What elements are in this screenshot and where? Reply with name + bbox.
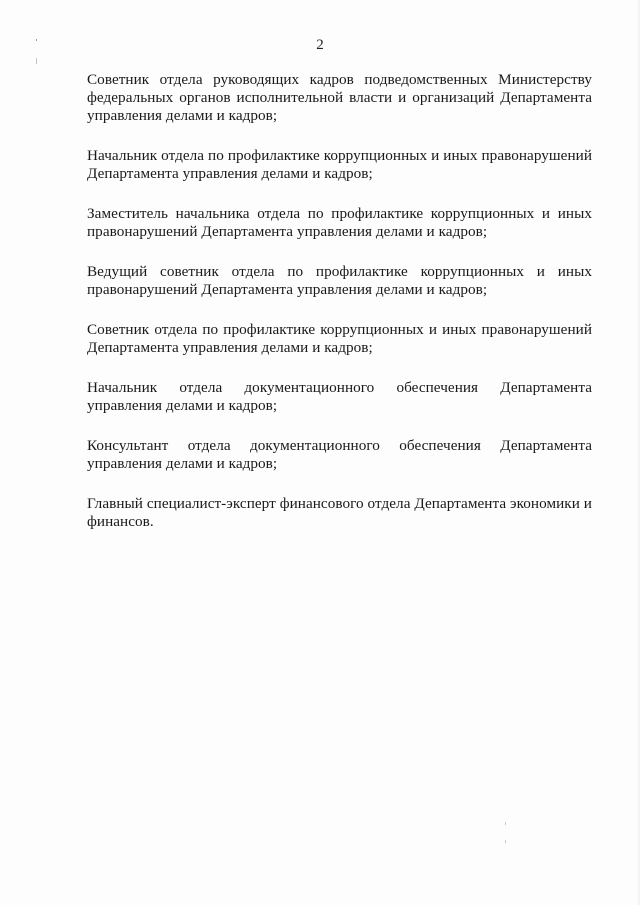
scan-artifact — [36, 58, 37, 64]
page-number: 2 — [316, 37, 324, 53]
position-list — [87, 71, 592, 553]
scan-artifact — [505, 822, 506, 825]
position-entry-1: Советник отдела руководящих кадров подведомственных Министерству федеральных органов исполнительной власти и организаций Департамента управления делами и кадров; — [87, 71, 592, 124]
position-entry-7: Консультант отдела документационного обеспечения Департамента управления делами и кадров; — [87, 437, 592, 472]
position-entry-6: Начальник отдела документационного обеспечения Департамента управления делами и кадров; — [87, 379, 592, 414]
position-entry-3: Заместитель начальника отдела по профилактике коррупционных и иных правонарушений Департамента управления делами и кадров; — [87, 205, 592, 240]
position-entry-4: Ведущий советник отдела по профилактике коррупционных и иных правонарушений Департамента управления делами и кадров; — [87, 263, 592, 298]
position-entry-5: Советник отдела по профилактике коррупционных и иных правонарушений Департамента управления делами и кадров; — [87, 321, 592, 356]
scan-artifact — [505, 840, 506, 843]
position-entry-2: Начальник отдела по профилактике коррупционных и иных правонарушений Департамента управления делами и кадров; — [87, 147, 592, 182]
position-entry-8: Главный специалист-эксперт финансового отдела Департамента экономики и финансов. — [87, 495, 592, 530]
